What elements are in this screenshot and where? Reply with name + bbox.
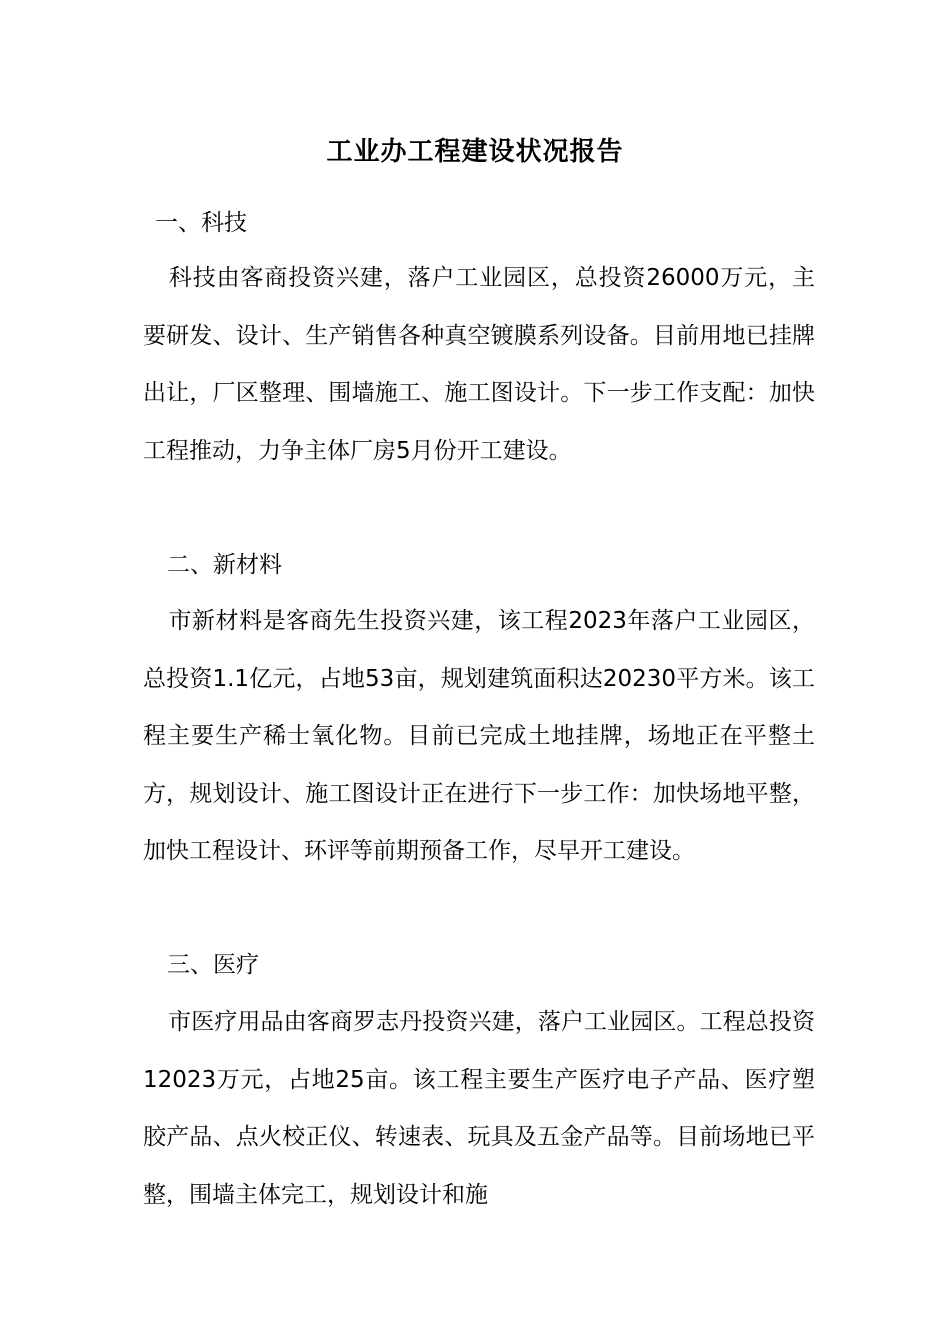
section-heading-1: 一、科技 (155, 210, 247, 236)
document-title: 工业办工程建设状况报告 (326, 137, 624, 167)
section-body-3-text: 市医疗用品由客商罗志丹投资兴建，落户工业园区。工程总投资12023万元，占地25亩。该工程主要生产医疗电子产品、医疗塑胶产品、点火校正仪、转速表、玩具及五金产品等。目前场地已平整，围墙主体完工，规划设计和施 (143, 1009, 815, 1208)
section-body-2 (143, 593, 815, 881)
section-heading-3: 三、医疗 (167, 952, 259, 978)
section-body-1 (143, 250, 815, 480)
section-heading-2: 二、新材料 (167, 552, 282, 578)
section-body-3 (143, 994, 815, 1224)
section-body-2-text: 市新材料是客商先生投资兴建，该工程2023年落户工业园区，总投资1.1亿元，占地53亩，规划建筑面积达20230平方米。该工程主要生产稀士氧化物。目前已完成土地挂牌，场地正在平整土方，规划设计、施工图设计正在进行下一步工作：加快场地平整，加快工程设计、环评等前期预备工作，尽早开工建设。 (143, 608, 815, 864)
section-body-1-text: 科技由客商投资兴建，落户工业园区，总投资26000万元，主要研发、设计、生产销售各种真空镀膜系列设备。目前用地已挂牌出让，厂区整理、围墙施工、施工图设计。下一步工作支配：加快工程推动，力争主体厂房5月份开工建设。 (143, 265, 815, 464)
